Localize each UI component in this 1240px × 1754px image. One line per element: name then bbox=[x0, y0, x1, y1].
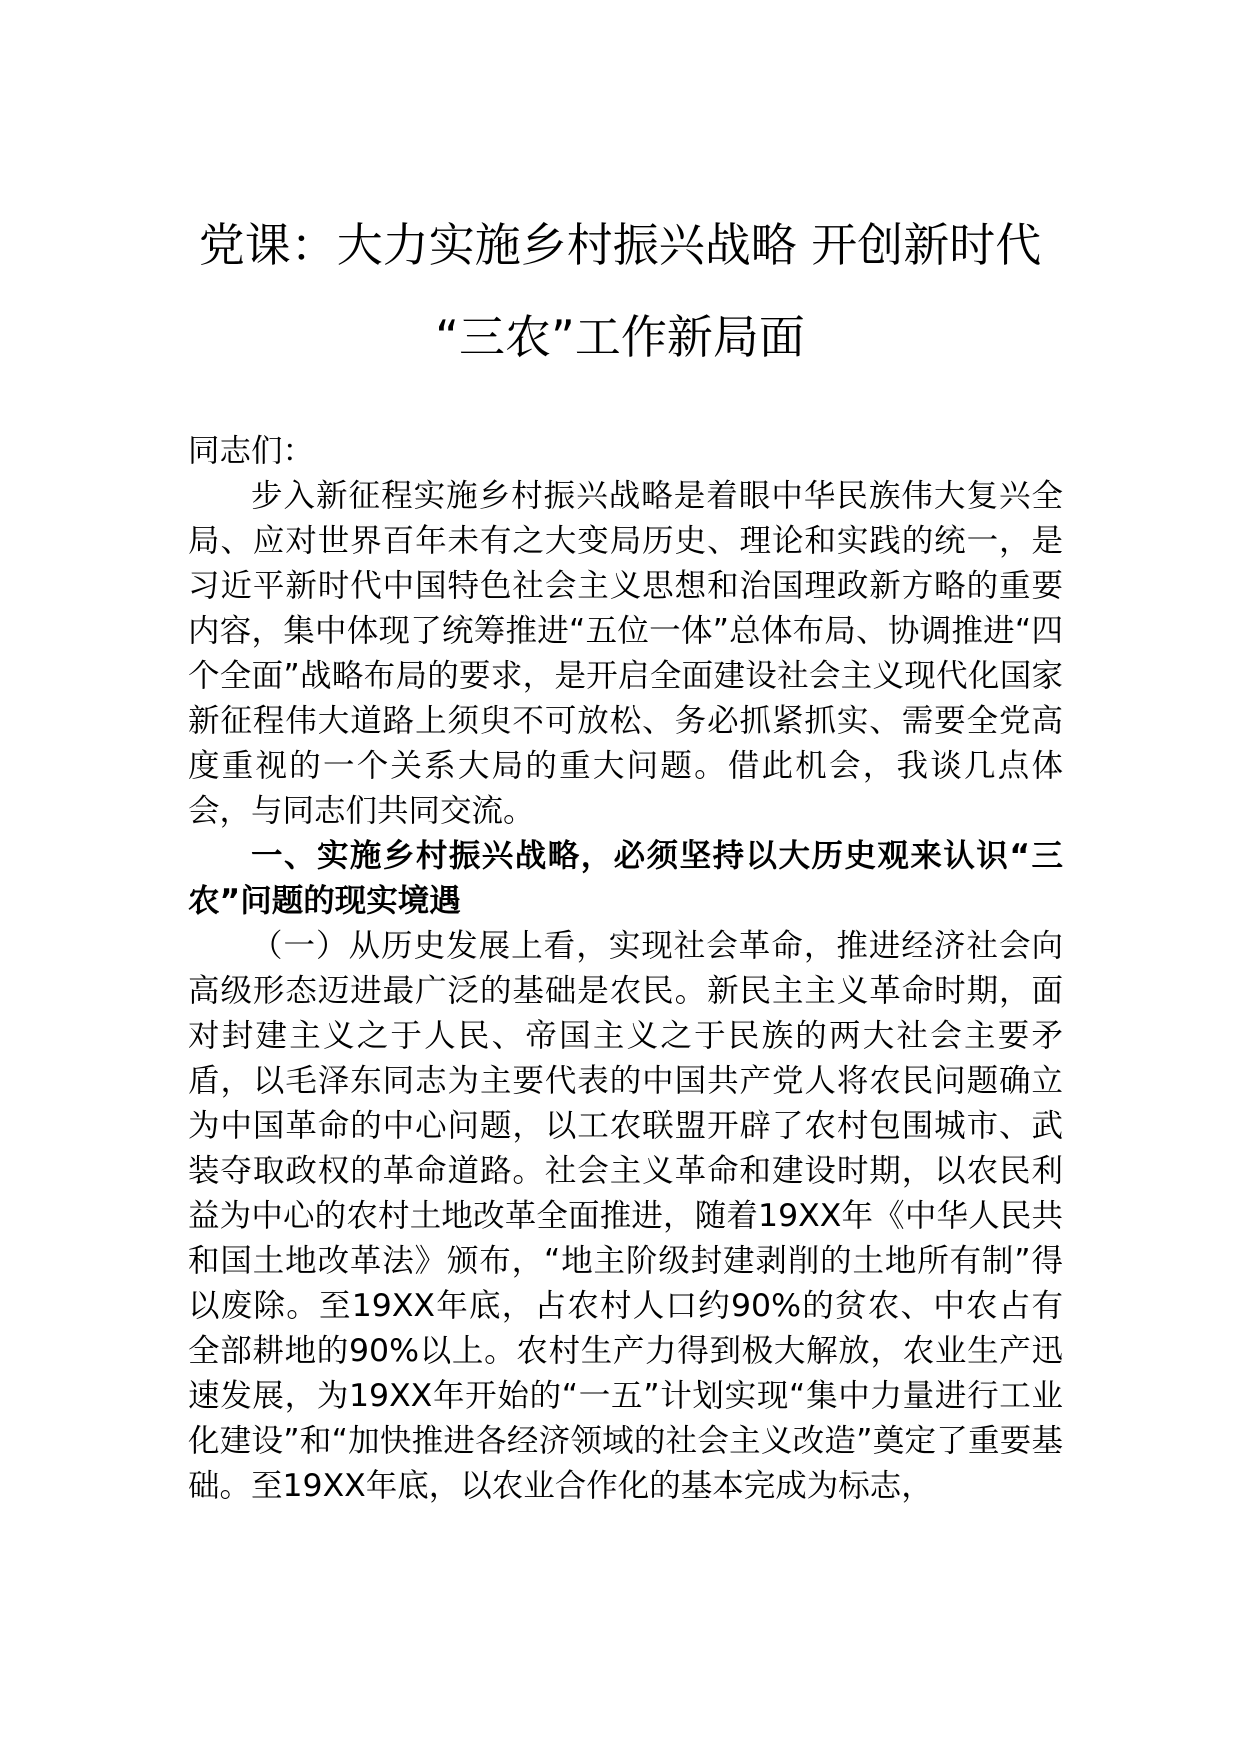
document-body bbox=[188, 429, 1063, 1509]
document-title-line-2: “三农”工作新局面 bbox=[435, 310, 805, 364]
paragraph-1: （一）从历史发展上看，实现社会革命，推进经济社会向高级形态迈进最广泛的基础是农民。新民主主义革命时期，面对封建主义之于人民、帝国主义之于民族的两大社会主要矛盾，以毛泽东同志为主要代表的中国共产党人将农民问题确立为中国革命的中心问题，以工农联盟开辟了农村包围城市、武装夺取政权的革命道路。社会主义革命和建设时期，以农民利益为中心的农村土地改革全面推进，随着19XX年《中华人民共和国土地改革法》颁布，“地主阶级封建剥削的土地所有制”得以废除。至19XX年底，占农村人口约90%的贫农、中农占有全部耕地的90%以上。农村生产力得到极大解放，农业生产迅速发展，为19XX年开始的“一五”计划实现“集中力量进行工业化建设”和“加快推进各经济领域的社会主义改造”奠定了重要基础。至19XX年底，以农业合作化的基本完成为标志， bbox=[188, 928, 1063, 1504]
document-title-line-1: 党课：大力实施乡村振兴战略 开创新时代 bbox=[198, 218, 1042, 272]
salutation: 同志们： bbox=[188, 433, 315, 469]
section-heading-1: 一、实施乡村振兴战略，必须坚持以大历史观来认识“三农”问题的现实境遇 bbox=[188, 838, 1063, 919]
paragraph-intro: 步入新征程实施乡村振兴战略是着眼中华民族伟大复兴全局、应对世界百年未有之大变局历史、理论和实践的统一，是习近平新时代中国特色社会主义思想和治国理政新方略的重要内容，集中体现了统筹推进“五位一体”总体布局、协调推进“四个全面”战略布局的要求，是开启全面建设社会主义现代化国家新征程伟大道路上须臾不可放松、务必抓紧抓实、需要全党高度重视的一个关系大局的重大问题。借此机会，我谈几点体会，与同志们共同交流。 bbox=[188, 478, 1063, 829]
